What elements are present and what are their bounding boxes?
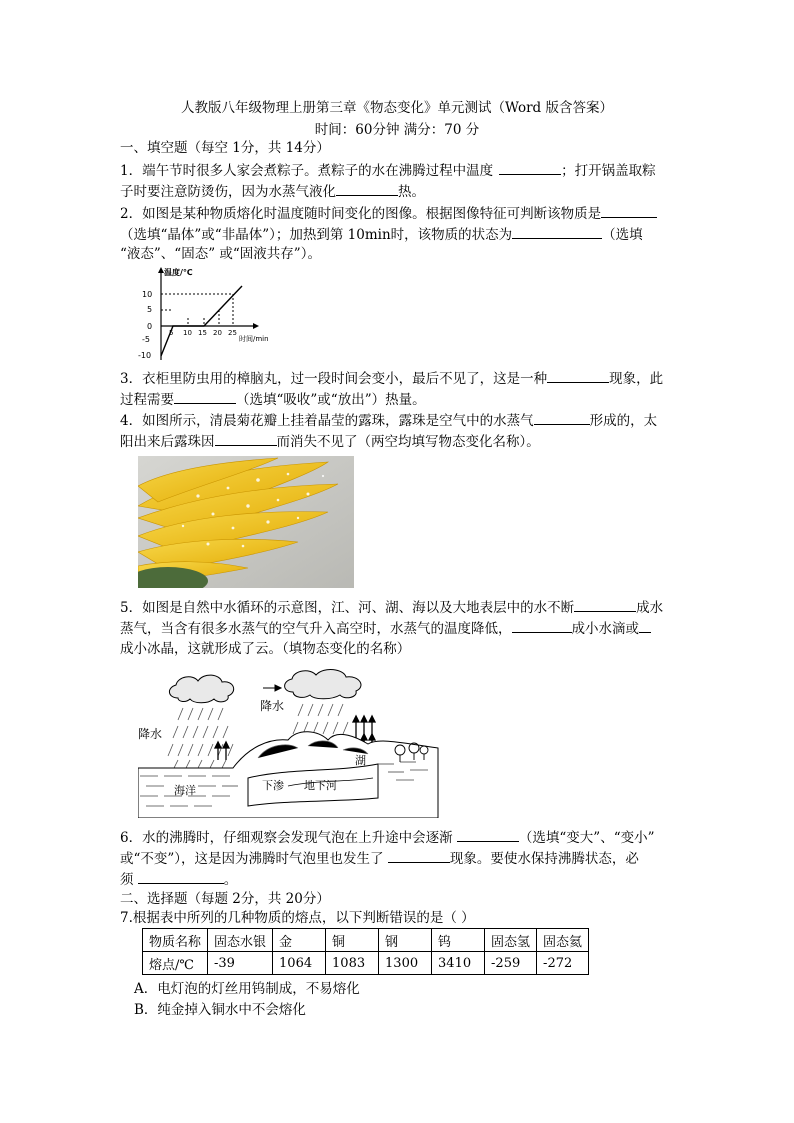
table-cell: 钢 bbox=[379, 929, 432, 952]
label-seep: 下渗 bbox=[262, 779, 284, 792]
q3-blank-1[interactable] bbox=[547, 368, 609, 383]
question-5-line-2 bbox=[120, 618, 680, 639]
q4-text-a: 4．如图所示，清晨菊花瓣上挂着晶莹的露珠，露珠是空气中的水蒸气 bbox=[120, 413, 534, 429]
question-6-line-3 bbox=[120, 869, 680, 890]
question-5-line-3: 成小冰晶，这就形成了云。（填物态变化的名称） bbox=[120, 641, 411, 657]
q6-text-d: 现象。要使水保持沸腾状态，必 bbox=[449, 851, 639, 867]
question-1-line-1 bbox=[120, 160, 680, 181]
q2-blank-1[interactable] bbox=[601, 203, 657, 218]
question-2-line-2 bbox=[120, 224, 680, 245]
q6-text-e: 须 bbox=[120, 872, 138, 888]
q4-text-c: 阳出来后露珠因 bbox=[120, 434, 215, 450]
q2-blank-2[interactable] bbox=[512, 224, 602, 239]
table-cell: 钨 bbox=[432, 929, 485, 952]
q4-text-d: 而消失不见了（两空均填写物态变化名称）。 bbox=[276, 434, 540, 450]
graph-xlabel: 时间/min bbox=[239, 335, 269, 343]
question-7: 7.根据表中所列的几种物质的熔点，以下判断错误的是（ ） bbox=[120, 910, 475, 926]
graph-curve bbox=[161, 286, 242, 356]
label-rain-left: 降水 bbox=[138, 727, 163, 741]
q5-blank-2[interactable] bbox=[512, 618, 572, 633]
section2-heading: 二、选择题（每题 2分，共 20分） bbox=[120, 891, 330, 907]
q5-blank-3[interactable] bbox=[639, 618, 651, 633]
q1-blank-2[interactable] bbox=[336, 181, 398, 196]
document-title: 人教版八年级物理上册第三章《物态变化》单元测试（Word 版含答案） bbox=[181, 100, 613, 116]
table-cell: -259 bbox=[485, 952, 537, 975]
q1-text-a: 1．端午节时很多人家会煮粽子。煮粽子的水在沸腾过程中温度 bbox=[120, 163, 494, 179]
document-subtitle: 时间：60分钟 满分：70 分 bbox=[314, 122, 480, 138]
table-header-row bbox=[143, 929, 589, 952]
q5-text-c: 蒸气，当含有很多水蒸气的空气升入高空时，水蒸气的温度降低， bbox=[120, 621, 512, 637]
q6-text-a: 6．水的沸腾时，仔细观察会发现气泡在上升途中会逐渐 bbox=[120, 830, 457, 846]
graph-ytick: -10 bbox=[138, 351, 152, 360]
question-4-line-1 bbox=[120, 410, 680, 431]
q5-text-a: 5．如图是自然中水循环的示意图，江、河、湖、海以及大地表层中的水不断 bbox=[120, 600, 575, 616]
table-cell: -272 bbox=[537, 952, 589, 975]
table-cell: 1083 bbox=[326, 952, 379, 975]
q1-blank-1[interactable] bbox=[499, 160, 561, 175]
q4-blank-2[interactable] bbox=[215, 431, 277, 446]
q6-blank-3[interactable] bbox=[138, 869, 224, 884]
question-6-line-2 bbox=[120, 848, 680, 869]
q6-blank-2[interactable] bbox=[388, 848, 450, 863]
q3-text-d: （选填“吸收”或“放出”）热量。 bbox=[236, 392, 426, 408]
graph-ylabel: 温度/℃ bbox=[164, 268, 193, 277]
q3-blank-2[interactable] bbox=[174, 389, 236, 404]
question-2-line-1 bbox=[120, 203, 680, 224]
table-cell: 金 bbox=[273, 929, 326, 952]
q6-text-c: 或“不变”），这是因为沸腾时气泡里也发生了 bbox=[120, 851, 388, 867]
question-5-line-1 bbox=[120, 597, 680, 618]
table-cell: 固态氦 bbox=[537, 929, 589, 952]
q1-text-c: 子时要注意防烫伤，因为水蒸气液化 bbox=[120, 184, 336, 200]
q5-blank-1[interactable] bbox=[574, 597, 636, 612]
q1-text-d: 热。 bbox=[398, 184, 425, 200]
table-cell: 1064 bbox=[273, 952, 326, 975]
section1-heading: 一、填空题（每空 1分，共 14分） bbox=[120, 140, 330, 156]
graph-ytick: 5 bbox=[147, 305, 153, 314]
option-a[interactable]: A．电灯泡的灯丝用钨制成，不易熔化 bbox=[134, 981, 360, 997]
q4-text-b: 形成的，太 bbox=[589, 413, 658, 429]
graph-x-arrow bbox=[253, 323, 259, 329]
graph-xtick: 25 bbox=[228, 329, 237, 337]
graph-ytick: -5 bbox=[142, 335, 150, 344]
q2-text-a: 2．如图是某种物质熔化时温度随时间变化的图像。根据图像特征可判断该物质是 bbox=[120, 206, 602, 222]
label-rain-top: 降水 bbox=[260, 699, 285, 713]
graph-ytick: 10 bbox=[142, 290, 153, 299]
q4-blank-1[interactable] bbox=[534, 410, 590, 425]
graph-ytick: 0 bbox=[147, 322, 153, 331]
melting-graph bbox=[138, 264, 278, 364]
label-ocean: 海洋 bbox=[174, 784, 196, 797]
graph-xtick: 5 bbox=[169, 329, 174, 337]
table-cell: 固态氢 bbox=[485, 929, 537, 952]
flower-photo bbox=[138, 456, 354, 588]
q3-text-b: 现象，此 bbox=[609, 371, 664, 387]
question-6-line-1 bbox=[120, 827, 680, 848]
q2-text-b: （选填“晶体”或“非晶体”）；加热到第 10min时，该物质的状态为 bbox=[120, 227, 513, 243]
label-lake: 湖 bbox=[355, 754, 366, 767]
table-cell: 3410 bbox=[432, 952, 485, 975]
question-3-line-1 bbox=[120, 368, 680, 389]
q6-blank-1[interactable] bbox=[457, 827, 519, 842]
question-4-line-2 bbox=[120, 431, 680, 452]
q6-text-f: 。 bbox=[223, 872, 238, 888]
graph-xtick: 15 bbox=[198, 329, 207, 337]
table-cell: 熔点/℃ bbox=[143, 952, 208, 975]
question-3-line-2 bbox=[120, 389, 680, 410]
table-cell: 铜 bbox=[326, 929, 379, 952]
graph-xtick: 10 bbox=[183, 329, 192, 337]
q2-text-c: （选填 bbox=[602, 227, 643, 243]
q6-text-b: （选填“变大”、“变小” bbox=[518, 830, 655, 846]
option-b[interactable]: B．纯金掉入铜水中不会熔化 bbox=[134, 1002, 306, 1018]
table-cell: 固态水银 bbox=[208, 929, 273, 952]
question-1-line-2 bbox=[120, 181, 680, 202]
melting-point-table bbox=[142, 928, 589, 975]
table-row bbox=[143, 952, 589, 975]
q3-text-c: 过程需要 bbox=[120, 392, 174, 408]
q5-text-b: 成水 bbox=[636, 600, 664, 616]
water-cycle-diagram bbox=[138, 668, 440, 818]
q3-text-a: 3．衣柜里防虫用的樟脑丸，过一段时间会变小，最后不见了，这是一种 bbox=[120, 371, 548, 387]
table-cell: -39 bbox=[208, 952, 273, 975]
question-2-line-3: “液态”、“固态” 或“固液共存”）。 bbox=[120, 246, 321, 262]
q1-text-b: ；打开锅盖取粽 bbox=[561, 163, 656, 179]
table-cell: 1300 bbox=[379, 952, 432, 975]
q5-text-d: 成小水滴或 bbox=[571, 621, 639, 637]
table-cell: 物质名称 bbox=[143, 929, 208, 952]
label-river: 地下河 bbox=[304, 779, 337, 792]
graph-xtick: 20 bbox=[213, 329, 222, 337]
